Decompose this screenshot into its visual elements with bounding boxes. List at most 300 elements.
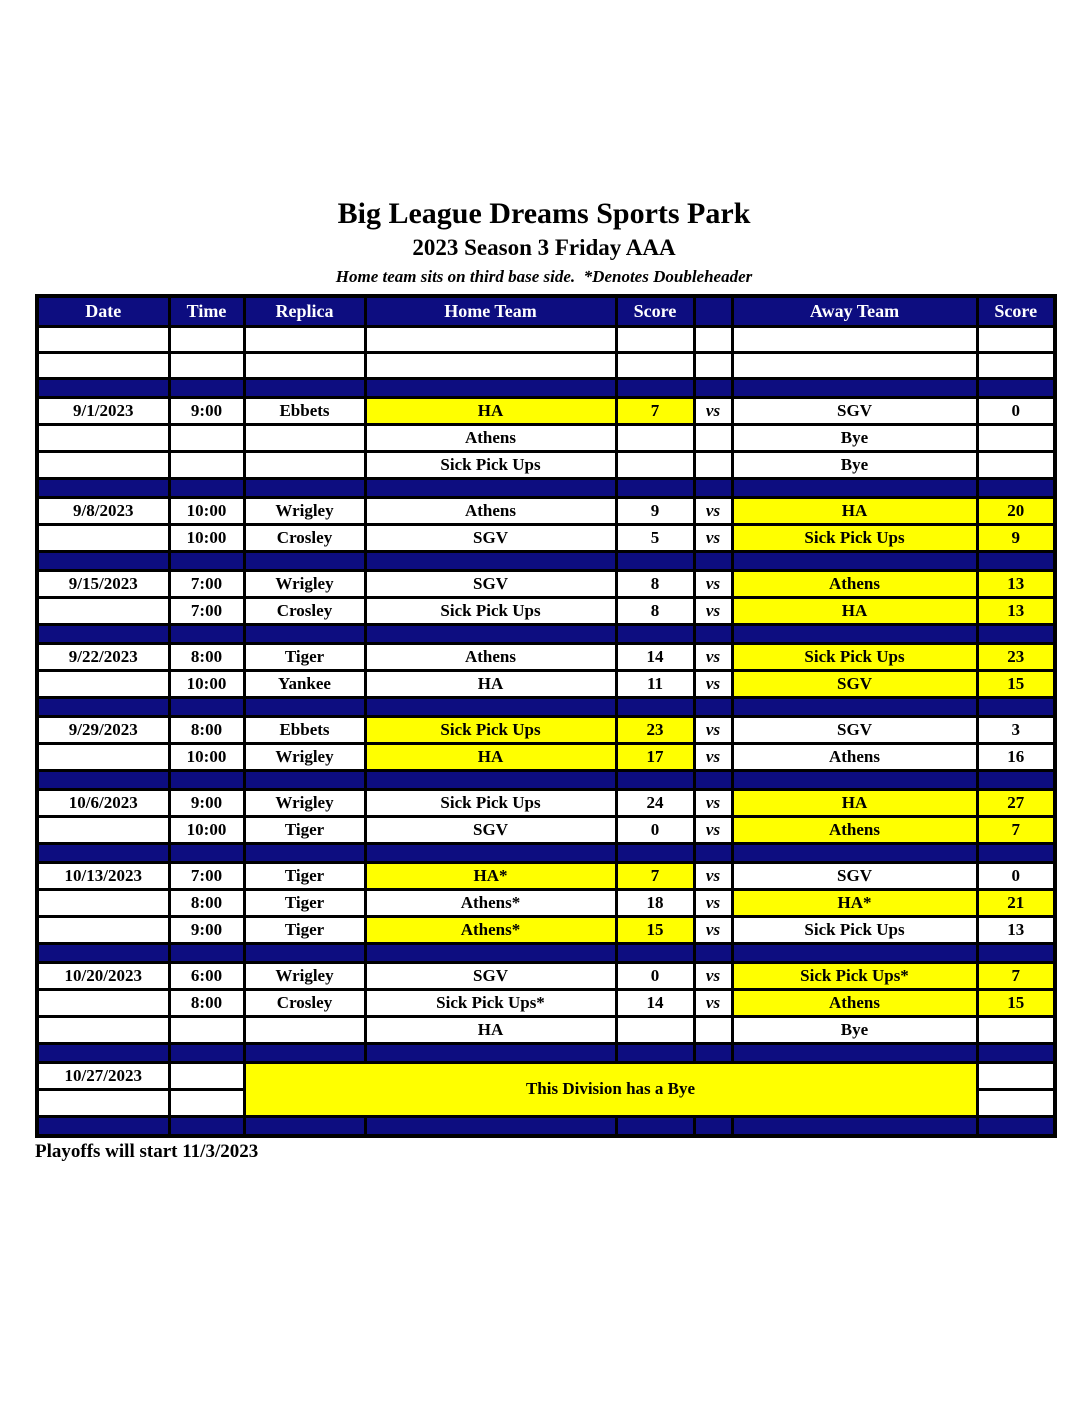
replica-cell: Crosley <box>244 524 365 551</box>
away-team-cell: HA <box>732 497 977 524</box>
playoffs-note: Playoffs will start 11/3/2023 <box>35 1140 259 1162</box>
date-cell <box>37 670 169 697</box>
replica-cell: Ebbets <box>244 397 365 424</box>
home-score-cell: 0 <box>616 816 694 843</box>
date-cell <box>37 1016 169 1043</box>
away-score-cell: 23 <box>977 643 1055 670</box>
away-team-cell: Athens <box>732 989 977 1016</box>
time-cell <box>169 326 244 352</box>
home-team-cell: Athens* <box>365 916 616 943</box>
time-cell <box>169 1062 244 1089</box>
vs-cell <box>694 1016 732 1043</box>
away-score-cell: 13 <box>977 597 1055 624</box>
separator-cell <box>244 697 365 716</box>
time-cell: 10:00 <box>169 816 244 843</box>
separator-cell <box>977 624 1055 643</box>
date-cell: 9/1/2023 <box>37 397 169 424</box>
separator-cell <box>169 624 244 643</box>
away-score-cell: 20 <box>977 497 1055 524</box>
col-header-away-team: Away Team <box>732 296 977 327</box>
col-header-home-team: Home Team <box>365 296 616 327</box>
time-cell: 9:00 <box>169 916 244 943</box>
separator-cell <box>732 1116 977 1136</box>
separator-cell <box>37 1116 169 1136</box>
date-cell <box>37 352 169 378</box>
separator-cell <box>616 1043 694 1062</box>
separator-cell <box>169 1116 244 1136</box>
separator-cell <box>169 770 244 789</box>
time-cell: 8:00 <box>169 889 244 916</box>
date-cell <box>37 424 169 451</box>
replica-cell: Crosley <box>244 989 365 1016</box>
vs-cell: vs <box>694 789 732 816</box>
separator-row <box>37 1116 1055 1136</box>
date-cell <box>37 597 169 624</box>
separator-cell <box>244 551 365 570</box>
vs-cell: vs <box>694 962 732 989</box>
time-cell: 10:00 <box>169 743 244 770</box>
away-score-cell <box>977 451 1055 478</box>
home-score-cell <box>616 451 694 478</box>
away-team-cell: Bye <box>732 451 977 478</box>
separator-cell <box>977 697 1055 716</box>
home-score-cell: 8 <box>616 597 694 624</box>
vs-cell: vs <box>694 716 732 743</box>
vs-cell: vs <box>694 862 732 889</box>
separator-row <box>37 1043 1055 1062</box>
home-score-cell: 9 <box>616 497 694 524</box>
home-team-cell: SGV <box>365 816 616 843</box>
game-row <box>37 524 1055 551</box>
separator-row <box>37 624 1055 643</box>
game-row <box>37 862 1055 889</box>
away-team-cell: Sick Pick Ups <box>732 524 977 551</box>
time-cell <box>169 1089 244 1116</box>
away-team-cell: HA <box>732 789 977 816</box>
time-cell: 10:00 <box>169 497 244 524</box>
separator-cell <box>365 770 616 789</box>
game-row <box>37 889 1055 916</box>
separator-cell <box>977 551 1055 570</box>
separator-cell <box>732 1043 977 1062</box>
home-team-cell: Sick Pick Ups <box>365 451 616 478</box>
separator-row <box>37 697 1055 716</box>
time-cell <box>169 424 244 451</box>
header-row <box>37 296 1055 327</box>
separator-cell <box>244 1043 365 1062</box>
home-team-cell: Sick Pick Ups <box>365 716 616 743</box>
home-team-cell: HA <box>365 743 616 770</box>
col-header-time: Time <box>169 296 244 327</box>
replica-cell: Wrigley <box>244 743 365 770</box>
home-team-cell: Athens <box>365 424 616 451</box>
separator-row <box>37 943 1055 962</box>
date-cell: 10/13/2023 <box>37 862 169 889</box>
time-cell <box>169 1016 244 1043</box>
away-score-cell: 13 <box>977 570 1055 597</box>
vs-cell: vs <box>694 889 732 916</box>
separator-cell <box>616 843 694 862</box>
home-score-cell: 5 <box>616 524 694 551</box>
bye-row <box>37 451 1055 478</box>
separator-cell <box>694 624 732 643</box>
away-team-cell <box>732 352 977 378</box>
game-row <box>37 497 1055 524</box>
away-score-cell: 21 <box>977 889 1055 916</box>
game-row <box>37 789 1055 816</box>
date-cell: 9/29/2023 <box>37 716 169 743</box>
away-team-cell: SGV <box>732 862 977 889</box>
replica-cell: Tiger <box>244 643 365 670</box>
vs-cell: vs <box>694 597 732 624</box>
separator-cell <box>365 843 616 862</box>
vs-cell: vs <box>694 816 732 843</box>
separator-cell <box>37 378 169 397</box>
game-row <box>37 743 1055 770</box>
away-score-cell: 7 <box>977 816 1055 843</box>
time-cell: 8:00 <box>169 989 244 1016</box>
separator-cell <box>694 478 732 497</box>
replica-cell: Wrigley <box>244 497 365 524</box>
separator-cell <box>977 478 1055 497</box>
home-team-cell: Athens <box>365 497 616 524</box>
vs-cell: vs <box>694 989 732 1016</box>
separator-cell <box>37 551 169 570</box>
time-cell: 10:00 <box>169 670 244 697</box>
away-team-cell: SGV <box>732 716 977 743</box>
away-score-cell: 0 <box>977 397 1055 424</box>
home-score-cell: 15 <box>616 916 694 943</box>
date-cell: 10/27/2023 <box>37 1062 169 1089</box>
separator-cell <box>977 1043 1055 1062</box>
separator-cell <box>244 943 365 962</box>
home-score-cell: 0 <box>616 962 694 989</box>
separator-cell <box>616 551 694 570</box>
separator-row <box>37 770 1055 789</box>
date-cell <box>37 889 169 916</box>
home-team-cell: HA* <box>365 862 616 889</box>
home-score-cell <box>616 352 694 378</box>
away-score-cell <box>977 1062 1055 1089</box>
away-team-cell: SGV <box>732 670 977 697</box>
blank-row <box>37 326 1055 352</box>
vs-cell: vs <box>694 670 732 697</box>
date-cell <box>37 524 169 551</box>
vs-cell: vs <box>694 570 732 597</box>
away-score-cell <box>977 1016 1055 1043</box>
home-team-cell: SGV <box>365 570 616 597</box>
home-score-cell: 14 <box>616 643 694 670</box>
separator-cell <box>365 1116 616 1136</box>
separator-cell <box>37 478 169 497</box>
separator-cell <box>244 770 365 789</box>
time-cell <box>169 451 244 478</box>
away-score-cell <box>977 352 1055 378</box>
separator-cell <box>616 943 694 962</box>
document-header <box>0 0 1088 287</box>
separator-cell <box>365 624 616 643</box>
separator-cell <box>977 843 1055 862</box>
separator-cell <box>244 378 365 397</box>
time-cell: 8:00 <box>169 643 244 670</box>
away-team-cell: SGV <box>732 397 977 424</box>
game-row <box>37 670 1055 697</box>
replica-cell <box>244 326 365 352</box>
replica-cell <box>244 424 365 451</box>
away-team-cell: Sick Pick Ups <box>732 643 977 670</box>
separator-cell <box>365 551 616 570</box>
home-team-cell: HA <box>365 397 616 424</box>
game-row <box>37 989 1055 1016</box>
vs-cell <box>694 424 732 451</box>
away-team-cell: Bye <box>732 1016 977 1043</box>
separator-cell <box>694 1116 732 1136</box>
home-team-cell <box>365 326 616 352</box>
replica-cell: Wrigley <box>244 570 365 597</box>
replica-cell: Yankee <box>244 670 365 697</box>
home-team-cell: Athens <box>365 643 616 670</box>
date-cell <box>37 743 169 770</box>
separator-cell <box>732 478 977 497</box>
bye-row <box>37 424 1055 451</box>
separator-cell <box>616 624 694 643</box>
date-cell: 10/20/2023 <box>37 962 169 989</box>
schedule-table <box>35 294 1057 1138</box>
separator-cell <box>244 478 365 497</box>
replica-cell: Tiger <box>244 816 365 843</box>
away-score-cell: 3 <box>977 716 1055 743</box>
home-team-cell: Sick Pick Ups <box>365 789 616 816</box>
separator-cell <box>169 378 244 397</box>
replica-cell <box>244 451 365 478</box>
separator-cell <box>169 551 244 570</box>
separator-cell <box>244 624 365 643</box>
replica-cell: Wrigley <box>244 789 365 816</box>
separator-cell <box>365 1043 616 1062</box>
vs-cell: vs <box>694 743 732 770</box>
away-team-cell: Athens <box>732 570 977 597</box>
home-score-cell: 7 <box>616 862 694 889</box>
date-cell: 9/8/2023 <box>37 497 169 524</box>
separator-cell <box>694 551 732 570</box>
time-cell: 9:00 <box>169 789 244 816</box>
home-team-cell: HA <box>365 1016 616 1043</box>
separator-row <box>37 551 1055 570</box>
separator-cell <box>169 478 244 497</box>
separator-cell <box>365 697 616 716</box>
date-cell <box>37 326 169 352</box>
separator-cell <box>694 378 732 397</box>
separator-cell <box>37 943 169 962</box>
home-team-cell: Athens* <box>365 889 616 916</box>
separator-cell <box>694 697 732 716</box>
separator-cell <box>244 1116 365 1136</box>
home-score-cell <box>616 326 694 352</box>
home-team-cell: SGV <box>365 962 616 989</box>
away-score-cell <box>977 424 1055 451</box>
date-cell: 10/6/2023 <box>37 789 169 816</box>
separator-cell <box>169 843 244 862</box>
separator-cell <box>977 1116 1055 1136</box>
date-cell <box>37 989 169 1016</box>
time-cell: 7:00 <box>169 570 244 597</box>
separator-cell <box>977 770 1055 789</box>
home-score-cell: 11 <box>616 670 694 697</box>
away-score-cell: 0 <box>977 862 1055 889</box>
time-cell: 9:00 <box>169 397 244 424</box>
replica-cell: Tiger <box>244 916 365 943</box>
separator-cell <box>732 770 977 789</box>
col-header-date: Date <box>37 296 169 327</box>
away-score-cell: 7 <box>977 962 1055 989</box>
separator-cell <box>694 843 732 862</box>
separator-cell <box>365 478 616 497</box>
home-score-cell: 8 <box>616 570 694 597</box>
vs-cell <box>694 451 732 478</box>
separator-cell <box>37 1043 169 1062</box>
home-team-cell: SGV <box>365 524 616 551</box>
separator-cell <box>37 770 169 789</box>
home-score-cell: 18 <box>616 889 694 916</box>
blank-row <box>37 352 1055 378</box>
home-score-cell: 14 <box>616 989 694 1016</box>
col-header-vs <box>694 296 732 327</box>
date-cell <box>37 916 169 943</box>
division-bye-row <box>37 1062 1055 1089</box>
away-score-cell <box>977 326 1055 352</box>
vs-cell <box>694 326 732 352</box>
away-team-cell: Athens <box>732 743 977 770</box>
game-row <box>37 397 1055 424</box>
replica-cell <box>244 352 365 378</box>
separator-cell <box>616 697 694 716</box>
date-cell: 9/15/2023 <box>37 570 169 597</box>
separator-cell <box>616 378 694 397</box>
separator-row <box>37 478 1055 497</box>
game-row <box>37 570 1055 597</box>
separator-cell <box>732 697 977 716</box>
separator-cell <box>732 624 977 643</box>
separator-cell <box>616 770 694 789</box>
separator-cell <box>977 378 1055 397</box>
away-score-cell <box>977 1089 1055 1116</box>
replica-cell: Tiger <box>244 862 365 889</box>
away-team-cell <box>732 326 977 352</box>
time-cell: 6:00 <box>169 962 244 989</box>
away-team-cell: HA <box>732 597 977 624</box>
date-cell <box>37 451 169 478</box>
time-cell: 10:00 <box>169 524 244 551</box>
separator-cell <box>169 943 244 962</box>
home-score-cell <box>616 1016 694 1043</box>
vs-cell: vs <box>694 643 732 670</box>
game-row <box>37 597 1055 624</box>
separator-cell <box>365 378 616 397</box>
separator-cell <box>694 770 732 789</box>
vs-cell <box>694 352 732 378</box>
separator-cell <box>732 551 977 570</box>
separator-cell <box>732 378 977 397</box>
vs-cell: vs <box>694 916 732 943</box>
replica-cell: Crosley <box>244 597 365 624</box>
separator-cell <box>616 478 694 497</box>
separator-cell <box>732 843 977 862</box>
home-score-cell: 7 <box>616 397 694 424</box>
separator-row <box>37 378 1055 397</box>
bye-row <box>37 1016 1055 1043</box>
date-cell <box>37 816 169 843</box>
time-cell: 7:00 <box>169 862 244 889</box>
separator-cell <box>169 1043 244 1062</box>
replica-cell: Wrigley <box>244 962 365 989</box>
replica-cell: Ebbets <box>244 716 365 743</box>
vs-cell: vs <box>694 497 732 524</box>
home-team-cell: Sick Pick Ups <box>365 597 616 624</box>
away-score-cell: 9 <box>977 524 1055 551</box>
separator-cell <box>732 943 977 962</box>
table-header <box>37 296 1055 327</box>
separator-cell <box>977 943 1055 962</box>
replica-cell <box>244 1016 365 1043</box>
separator-cell <box>694 1043 732 1062</box>
game-row <box>37 643 1055 670</box>
game-row <box>37 716 1055 743</box>
away-team-cell: Athens <box>732 816 977 843</box>
away-score-cell: 16 <box>977 743 1055 770</box>
away-team-cell: Sick Pick Ups* <box>732 962 977 989</box>
col-header-replica: Replica <box>244 296 365 327</box>
page-title: Big League Dreams Sports Park <box>337 197 751 230</box>
separator-cell <box>616 1116 694 1136</box>
home-team-cell: HA <box>365 670 616 697</box>
col-header-home-score: Score <box>616 296 694 327</box>
away-team-cell: Bye <box>732 424 977 451</box>
page-subtitle: 2023 Season 3 Friday AAA <box>412 234 676 260</box>
away-score-cell: 15 <box>977 989 1055 1016</box>
separator-cell <box>37 697 169 716</box>
home-score-cell <box>616 424 694 451</box>
replica-cell: Tiger <box>244 889 365 916</box>
separator-row <box>37 843 1055 862</box>
game-row <box>37 962 1055 989</box>
home-score-cell: 24 <box>616 789 694 816</box>
home-team-cell <box>365 352 616 378</box>
home-score-cell: 23 <box>616 716 694 743</box>
vs-cell: vs <box>694 397 732 424</box>
separator-cell <box>37 624 169 643</box>
away-team-cell: HA* <box>732 889 977 916</box>
home-score-cell: 17 <box>616 743 694 770</box>
time-cell: 7:00 <box>169 597 244 624</box>
away-score-cell: 27 <box>977 789 1055 816</box>
separator-cell <box>169 697 244 716</box>
table-body <box>37 326 1055 1136</box>
col-header-away-score: Score <box>977 296 1055 327</box>
away-team-cell: Sick Pick Ups <box>732 916 977 943</box>
game-row <box>37 816 1055 843</box>
time-cell <box>169 352 244 378</box>
away-score-cell: 13 <box>977 916 1055 943</box>
time-cell: 8:00 <box>169 716 244 743</box>
away-score-cell: 15 <box>977 670 1055 697</box>
separator-cell <box>37 843 169 862</box>
division-bye-cell: This Division has a Bye <box>244 1062 977 1116</box>
home-team-cell: Sick Pick Ups* <box>365 989 616 1016</box>
vs-cell: vs <box>694 524 732 551</box>
separator-cell <box>365 943 616 962</box>
date-cell <box>37 1089 169 1116</box>
legend-note: Home team sits on third base side. *Denotes Doubleheader <box>335 266 753 286</box>
